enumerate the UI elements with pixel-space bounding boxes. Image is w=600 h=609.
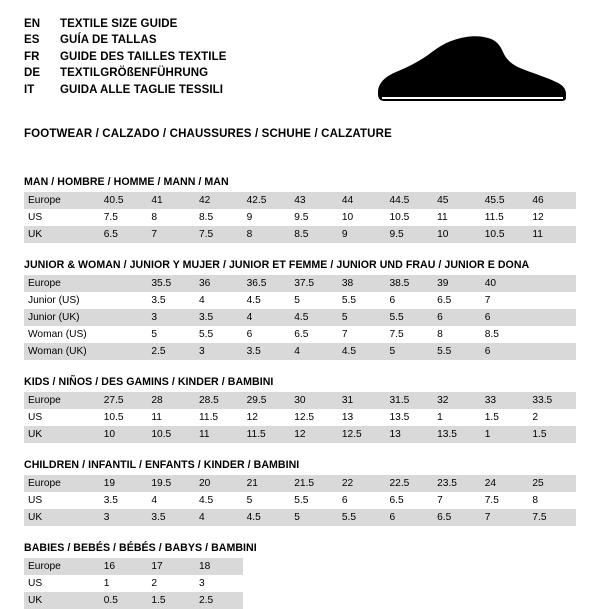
cell: 40 — [481, 275, 529, 292]
cell: 10 — [100, 426, 148, 443]
section-title: CHILDREN / INFANTIL / ENFANTS / KINDER / BAMBINI — [24, 459, 300, 471]
cell: 10.5 — [147, 426, 195, 443]
row-label: US — [24, 492, 100, 509]
cell: 3.5 — [100, 492, 148, 509]
language-row — [24, 82, 227, 98]
table-row — [24, 309, 576, 326]
cell: 7 — [338, 326, 386, 343]
cell: 2 — [147, 575, 195, 592]
cell — [100, 275, 148, 292]
row-label: Junior (UK) — [24, 309, 100, 326]
cell: 25 — [528, 475, 576, 492]
section-junior-woman — [24, 259, 576, 360]
row-label: US — [24, 409, 100, 426]
cell: 27.5 — [100, 392, 148, 409]
cell: 7 — [433, 492, 481, 509]
cell: 45.5 — [481, 192, 529, 209]
cell: 5.5 — [338, 509, 386, 526]
cell: 45 — [433, 192, 481, 209]
cell: 8.5 — [195, 209, 243, 226]
cell: 10 — [338, 209, 386, 226]
size-table-man — [24, 192, 576, 243]
row-label: Woman (US) — [24, 326, 100, 343]
cell: 4.5 — [338, 343, 386, 360]
cell: 6 — [386, 292, 434, 309]
cell: 5 — [338, 309, 386, 326]
cell: 12 — [528, 209, 576, 226]
cell: 44 — [338, 192, 386, 209]
size-table-babies — [24, 558, 576, 609]
cell: 16 — [100, 558, 148, 575]
section-title: KIDS / NIÑOS / DES GAMINS / KINDER / BAMBINI — [24, 376, 274, 388]
cell: 5 — [290, 292, 338, 309]
cell: 22 — [338, 475, 386, 492]
cell: 3 — [100, 509, 148, 526]
language-title-list — [24, 16, 227, 98]
cell: 7 — [481, 509, 529, 526]
cell: 10 — [433, 226, 481, 243]
table-filler — [243, 592, 576, 609]
cell: 6 — [433, 309, 481, 326]
size-table-kids — [24, 392, 576, 443]
cell: 8 — [433, 326, 481, 343]
cell: 4 — [290, 343, 338, 360]
section-title: BABIES / BEBÉS / BÉBÉS / BABYS / BAMBINI — [24, 542, 257, 554]
cell: 3.5 — [195, 309, 243, 326]
section-man — [24, 176, 576, 243]
cell: 11 — [433, 209, 481, 226]
cell: 4 — [147, 492, 195, 509]
cell: 5 — [386, 343, 434, 360]
row-label: UK — [24, 426, 100, 443]
cell — [100, 326, 148, 343]
row-label: Woman (UK) — [24, 343, 100, 360]
size-table-children — [24, 475, 576, 526]
section-title: JUNIOR & WOMAN / JUNIOR Y MUJER / JUNIOR ET FEMME / JUNIOR UND FRAU / JUNIOR E DONA — [24, 259, 530, 271]
cell: 10.5 — [100, 409, 148, 426]
cell: 5 — [147, 326, 195, 343]
cell: 7.5 — [386, 326, 434, 343]
cell: 2.5 — [147, 343, 195, 360]
cell: 37.5 — [290, 275, 338, 292]
cell: 23.5 — [433, 475, 481, 492]
cell: 5.5 — [195, 326, 243, 343]
cell: 3 — [147, 309, 195, 326]
cell: 20 — [195, 475, 243, 492]
table-row — [24, 558, 576, 575]
cell: 1.5 — [147, 592, 195, 609]
language-title: GUIDE DES TAILLES TEXTILE — [60, 50, 227, 63]
cell: 1 — [433, 409, 481, 426]
table-row — [24, 575, 576, 592]
cell: 35.5 — [147, 275, 195, 292]
cell: 3.5 — [243, 343, 291, 360]
cell: 41 — [147, 192, 195, 209]
cell: 28.5 — [195, 392, 243, 409]
cell: 13.5 — [386, 409, 434, 426]
cell: 18 — [195, 558, 243, 575]
cell: 43 — [290, 192, 338, 209]
cell: 8 — [528, 492, 576, 509]
language-title: TEXTILGRÖßENFÜHRUNG — [60, 67, 209, 80]
table-row — [24, 209, 576, 226]
section-babies — [24, 542, 576, 609]
language-row — [24, 49, 227, 65]
cell: 6.5 — [290, 326, 338, 343]
cell — [100, 292, 148, 309]
cell: 17 — [147, 558, 195, 575]
table-row — [24, 592, 576, 609]
cell: 44.5 — [386, 192, 434, 209]
row-label: Europe — [24, 558, 100, 575]
cell: 39 — [433, 275, 481, 292]
cell: 8.5 — [481, 326, 529, 343]
cell: 6.5 — [386, 492, 434, 509]
cell: 29.5 — [243, 392, 291, 409]
language-code: ES — [24, 34, 40, 47]
table-row — [24, 275, 576, 292]
language-row — [24, 32, 227, 48]
cell: 4.5 — [195, 492, 243, 509]
table-row — [24, 292, 576, 309]
cell: 3 — [195, 575, 243, 592]
table-filler — [243, 575, 576, 592]
table-row — [24, 392, 576, 409]
table-row — [24, 192, 576, 209]
cell: 31 — [338, 392, 386, 409]
table-row — [24, 492, 576, 509]
cell: 3 — [195, 343, 243, 360]
cell — [528, 275, 576, 292]
cell: 4.5 — [243, 292, 291, 309]
cell: 13 — [386, 426, 434, 443]
cell: 7 — [481, 292, 529, 309]
cell: 6 — [338, 492, 386, 509]
cell: 1.5 — [481, 409, 529, 426]
section-children — [24, 459, 576, 526]
cell — [528, 326, 576, 343]
cell: 31.5 — [386, 392, 434, 409]
cell: 46 — [528, 192, 576, 209]
cell: 4.5 — [243, 509, 291, 526]
cell — [100, 309, 148, 326]
cell: 11 — [528, 226, 576, 243]
cell: 5.5 — [338, 292, 386, 309]
cell: 5 — [290, 509, 338, 526]
cell: 30 — [290, 392, 338, 409]
cell: 1 — [100, 575, 148, 592]
cell: 19.5 — [147, 475, 195, 492]
cell: 32 — [433, 392, 481, 409]
cell: 9.5 — [290, 209, 338, 226]
language-code: EN — [24, 18, 41, 30]
dress-shoe-icon — [370, 32, 570, 110]
table-row — [24, 426, 576, 443]
cell: 4 — [195, 509, 243, 526]
table-row — [24, 509, 576, 526]
row-label: UK — [24, 226, 100, 243]
cell — [100, 343, 148, 360]
cell: 22.5 — [386, 475, 434, 492]
cell: 6 — [481, 343, 529, 360]
cell: 28 — [147, 392, 195, 409]
section-title: MAN / HOMBRE / HOMME / MANN / MAN — [24, 176, 229, 188]
cell — [528, 343, 576, 360]
section-kids — [24, 376, 576, 443]
cell: 40.5 — [100, 192, 148, 209]
table-row — [24, 409, 576, 426]
cell: 21 — [243, 475, 291, 492]
cell: 33.5 — [528, 392, 576, 409]
cell — [528, 309, 576, 326]
language-title: TEXTILE SIZE GUIDE — [60, 18, 178, 30]
cell: 5.5 — [386, 309, 434, 326]
cell: 4 — [243, 309, 291, 326]
row-label: UK — [24, 509, 100, 526]
size-table-junior-woman — [24, 275, 576, 360]
cell: 13 — [338, 409, 386, 426]
cell: 3.5 — [147, 509, 195, 526]
cell: 6 — [386, 509, 434, 526]
cell: 24 — [481, 475, 529, 492]
cell: 11.5 — [481, 209, 529, 226]
cell: 12.5 — [290, 409, 338, 426]
cell: 5.5 — [433, 343, 481, 360]
cell: 7.5 — [528, 509, 576, 526]
cell: 36.5 — [243, 275, 291, 292]
cell: 8 — [243, 226, 291, 243]
language-row — [24, 65, 227, 81]
cell: 9 — [338, 226, 386, 243]
cell: 7.5 — [481, 492, 529, 509]
language-title: GUÍA DE TALLAS — [60, 34, 157, 47]
cell: 13.5 — [433, 426, 481, 443]
cell: 19 — [100, 475, 148, 492]
cell: 2.5 — [195, 592, 243, 609]
cell — [528, 292, 576, 309]
cell: 6 — [481, 309, 529, 326]
cell: 10.5 — [386, 209, 434, 226]
row-label: UK — [24, 592, 100, 609]
language-title: GUIDA ALLE TAGLIE TESSILI — [60, 83, 224, 96]
cell: 2 — [528, 409, 576, 426]
page-header — [24, 16, 576, 110]
language-code: DE — [24, 67, 41, 80]
cell: 9 — [243, 209, 291, 226]
cell: 5 — [243, 492, 291, 509]
cell: 11.5 — [243, 426, 291, 443]
cell: 6.5 — [433, 292, 481, 309]
language-code: FR — [24, 50, 40, 63]
cell: 42.5 — [243, 192, 291, 209]
cell: 38 — [338, 275, 386, 292]
cell: 12 — [243, 409, 291, 426]
row-label: Junior (US) — [24, 292, 100, 309]
row-label: Europe — [24, 192, 100, 209]
language-code: IT — [24, 83, 35, 96]
row-label: Europe — [24, 475, 100, 492]
cell: 11 — [147, 409, 195, 426]
row-label: Europe — [24, 392, 100, 409]
cell: 10.5 — [481, 226, 529, 243]
row-label: Europe — [24, 275, 100, 292]
cell: 8.5 — [290, 226, 338, 243]
cell: 9.5 — [386, 226, 434, 243]
cell: 11.5 — [195, 409, 243, 426]
cell: 6 — [243, 326, 291, 343]
cell: 12.5 — [338, 426, 386, 443]
row-label: US — [24, 209, 100, 226]
table-row — [24, 475, 576, 492]
cell: 7.5 — [100, 209, 148, 226]
cell: 4 — [195, 292, 243, 309]
cell: 42 — [195, 192, 243, 209]
category-line: FOOTWEAR / CALZADO / CHAUSSURES / SCHUHE / CALZATURE — [24, 128, 392, 140]
cell: 1 — [481, 426, 529, 443]
table-row — [24, 326, 576, 343]
cell: 7 — [147, 226, 195, 243]
cell: 33 — [481, 392, 529, 409]
table-row — [24, 343, 576, 360]
cell: 21.5 — [290, 475, 338, 492]
cell: 6.5 — [433, 509, 481, 526]
cell: 8 — [147, 209, 195, 226]
row-label: US — [24, 575, 100, 592]
cell: 36 — [195, 275, 243, 292]
cell: 38.5 — [386, 275, 434, 292]
cell: 4.5 — [290, 309, 338, 326]
cell: 11 — [195, 426, 243, 443]
cell: 3.5 — [147, 292, 195, 309]
cell: 5.5 — [290, 492, 338, 509]
cell: 1.5 — [528, 426, 576, 443]
cell: 7.5 — [195, 226, 243, 243]
table-row — [24, 226, 576, 243]
cell: 0.5 — [100, 592, 148, 609]
language-row — [24, 16, 227, 32]
table-filler — [243, 558, 576, 575]
cell: 12 — [290, 426, 338, 443]
cell: 6.5 — [100, 226, 148, 243]
